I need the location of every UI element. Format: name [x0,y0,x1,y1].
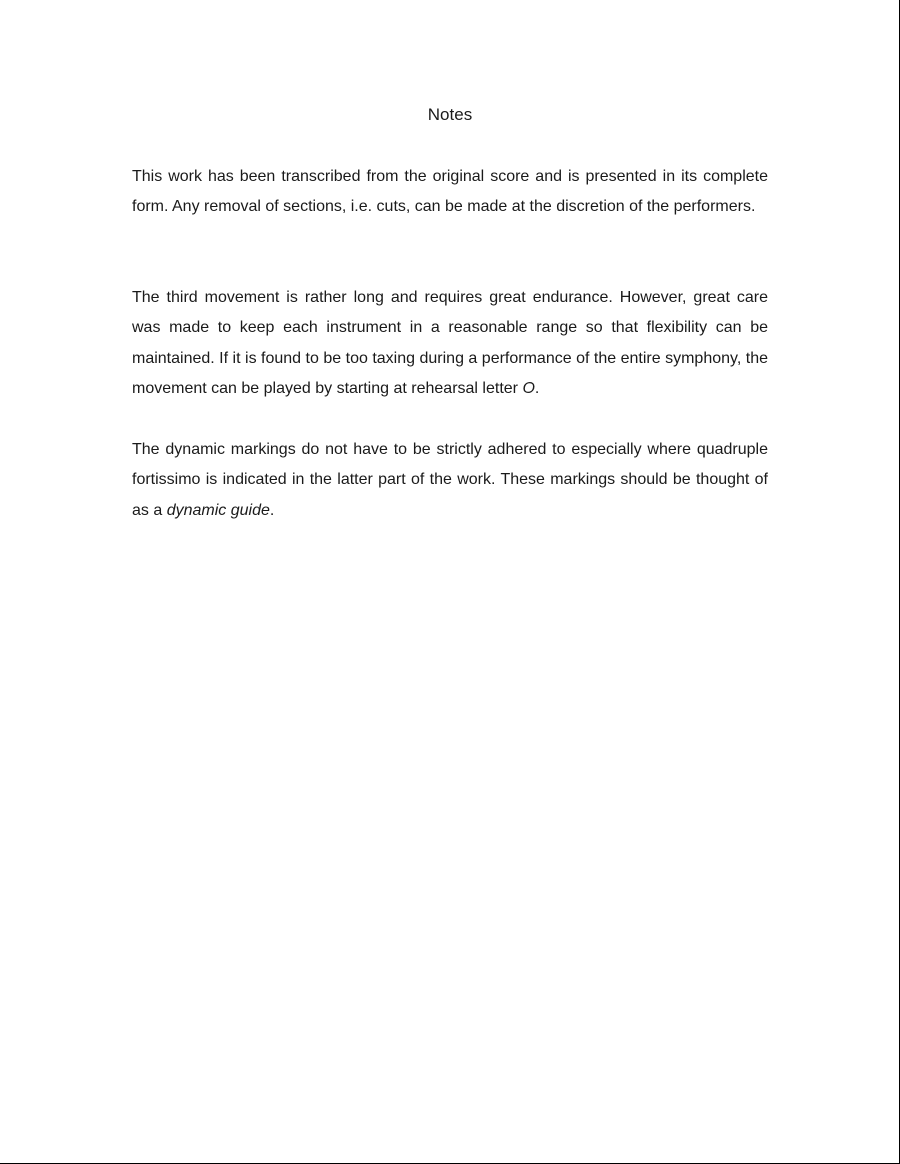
notes-paragraph-2 [132,283,768,404]
paragraph-2-text: The third movement is rather long and requires great endurance. However, great care was made to keep each instrument in a reasonable range so that flexibility can be maintained. If it is found to be too taxing during a performance of the entire symphony, the movement can be played by starting at rehearsal letter [132,289,768,397]
paragraph-2-end: . [534,379,540,397]
dynamic-guide-emphasis: dynamic guide [166,501,270,519]
paragraph-3-text: The dynamic markings do not have to be strictly adhered to especially where quadruple fortissimo is indicated in the latter part of the work. These markings should be thought of as a [132,441,768,519]
rehearsal-letter: O [522,379,535,397]
paragraph-3-end: . [269,501,275,519]
notes-paragraph-1: This work has been transcribed from the original score and is presented in its complete form. Any removal of sections, i.e. cuts, can be made at the discretion of the performers. [132,168,768,216]
notes-paragraph-3 [132,435,768,526]
page-title: Notes [427,105,473,124]
